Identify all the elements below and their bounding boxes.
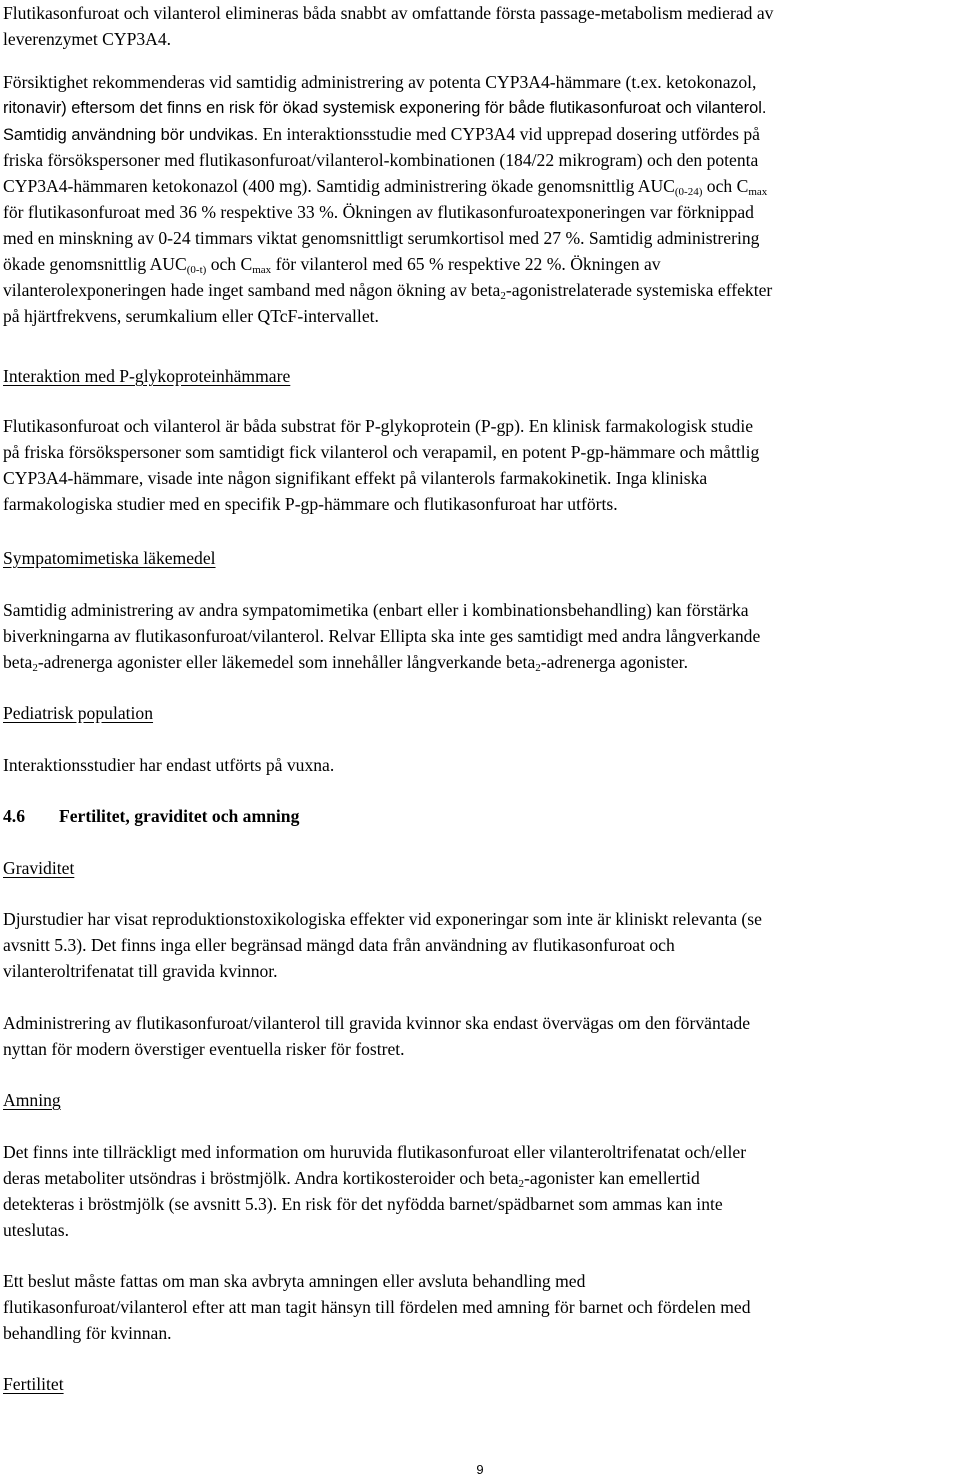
text-line: avsnitt 5.3). Det finns inga eller begränsad mängd data från användning av flutikasonfuroat och (3, 935, 675, 955)
text-line: Djurstudier har visat reproduktionstoxikologiska effekter vid exponeringar som inte är kliniskt relevanta (se (3, 909, 762, 929)
heading-pediatric-population: Pediatrisk population (3, 703, 154, 723)
text-line: vilanterolexponeringen hade inget samband med någon ökning av beta$_2$-agonistrelaterade systemiska effekter (3, 280, 773, 302)
paragraph-breastfeeding-1 (3, 1139, 957, 1243)
section-number: 4.6 (3, 806, 25, 826)
paragraph-pediatric: Interaktionsstudier har endast utförts på vuxna. (3, 755, 335, 775)
text-line: beta$_2$-adrenerga agonister eller läkemedel som innehåller långverkande beta$_2$-adrenerga agonister. (3, 652, 688, 674)
paragraph-pgp (3, 413, 957, 517)
heading-pregnancy: Graviditet (3, 858, 75, 878)
text-line: nyttan för modern överstiger eventuella risker för fostret. (3, 1039, 405, 1059)
section-title: Fertilitet, graviditet och amning (59, 806, 300, 826)
text-line: Det finns inte tillräckligt med information om huruvida flutikasonfuroat eller vilanteroltrifenatat och/eller (3, 1142, 747, 1162)
text-line: ökade genomsnittlig $AUC_{(0-t)}$ och $C_{max}$ för vilanterol med 65 % respektive 22 %. Ökningen av (3, 254, 661, 276)
paragraph-pregnancy-2 (3, 1010, 957, 1062)
text-line: vilanteroltrifenatat till gravida kvinnor. (3, 961, 278, 981)
text-line: Samtidig administrering av andra sympatomimetika (enbart eller i kombinationsbehandling) kan förstärka (3, 600, 749, 620)
text-line: Försiktighet rekommenderas vid samtidig administrering av potenta CYP3A4-hämmare (t.ex. ketokonazol, (3, 72, 757, 92)
paragraph-metabolism (3, 0, 957, 52)
text-line: ritonavir) eftersom det finns en risk för ökad systemisk exponering för både flutikasonfuroat och vilanterol. (3, 99, 767, 117)
text-line: uteslutas. (3, 1220, 69, 1240)
paragraph-sympathomimetics (3, 597, 957, 675)
text-line: CYP3A4-hämmare, visade inte någon signifikant effekt på vilanterols farmakokinetik. Inga kliniska (3, 468, 708, 488)
heading-pgp-inhibitors: Interaktion med P-glykoproteinhämmare (3, 366, 291, 386)
heading-breastfeeding: Amning (3, 1090, 61, 1110)
heading-fertility: Fertilitet (3, 1374, 64, 1394)
text-line: farmakologiska studier med en specifik P-gp-hämmare och flutikasonfuroat har utförts. (3, 494, 618, 514)
text-line: med en minskning av 0-24 timmars viktat genomsnittligt serumkortisol med 27 %. Samtidig administrering (3, 228, 760, 248)
text-line: på friska försökspersoner som samtidigt fick vilanterol och verapamil, en potent P-gp-hämmare och måttlig (3, 442, 760, 462)
text-line: för flutikasonfuroat med 36 % respektive 33 %. Ökningen av flutikasonfuroatexponeringen var förknippad (3, 202, 754, 222)
text-line: Flutikasonfuroat och vilanterol elimineras båda snabbt av omfattande första passage-metabolism medierad av (3, 3, 774, 23)
text-line: Ett beslut måste fattas om man ska avbryta amningen eller avsluta behandling med (3, 1271, 586, 1291)
text-line: CYP3A4-hämmaren ketokonazol (400 mg). Samtidig administrering ökade genomsnittlig $AUC_{(0-24)}$ och $C_{max}$ (3, 176, 768, 198)
text-line: Samtidig användning bör undvikas. En interaktionsstudie med CYP3A4 vid upprepad dosering utfördes på (3, 124, 760, 144)
text-line: detekteras i bröstmjölk (se avsnitt 5.3). En risk för det nyfödda barnet/spädbarnet som ammas kan inte (3, 1194, 723, 1214)
section-heading-4-6 (3, 803, 957, 829)
text-line: på hjärtfrekvens, serumkalium eller QTcF-intervallet. (3, 306, 379, 326)
paragraph-breastfeeding-2 (3, 1268, 957, 1346)
text-line: Flutikasonfuroat och vilanterol är båda substrat för P-glykoprotein (P-gp). En klinisk farmakologisk studie (3, 416, 754, 436)
text-line: Administrering av flutikasonfuroat/vilanterol till gravida kvinnor ska endast övervägas om den förväntade (3, 1013, 751, 1033)
text-line: friska försökspersoner med flutikasonfuroat/vilanterol-kombinationen (184/22 mikrogram) och den potenta (3, 150, 759, 170)
text-line: flutikasonfuroat/vilanterol efter att man tagit hänsyn till fördelen med amning för barnet och fördelen med (3, 1297, 751, 1317)
text-line: leverenzymet CYP3A4. (3, 29, 172, 49)
page-number: 9 (476, 1462, 484, 1477)
heading-sympathomimetics: Sympatomimetiska läkemedel (3, 548, 216, 568)
text-line: behandling för kvinnan. (3, 1323, 172, 1343)
text-line: deras metaboliter utsöndras i bröstmjölk. Andra kortikosteroider och beta$_2$-agonister kan emellertid (3, 1168, 700, 1190)
text-line: biverkningarna av flutikasonfuroat/vilanterol. Relvar Ellipta ska inte ges samtidigt med andra långverkande (3, 626, 761, 646)
paragraph-pregnancy-1 (3, 906, 957, 984)
paragraph-cyp3a4-interaction (3, 69, 957, 329)
